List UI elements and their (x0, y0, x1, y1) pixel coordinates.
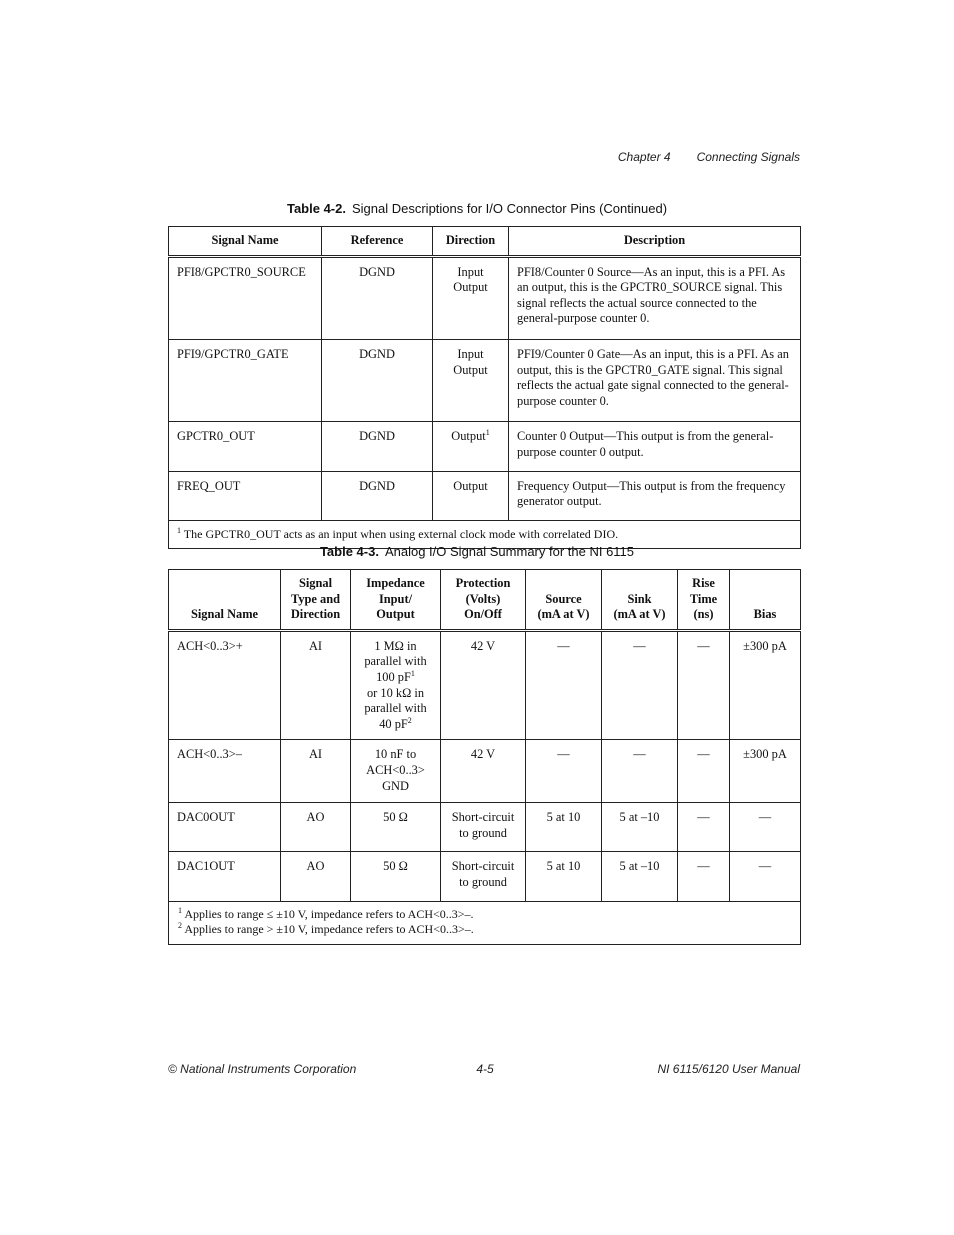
column-header: Reference (322, 227, 433, 257)
source-cell: 5 at 10 (526, 803, 602, 852)
signal-type-cell: AI (281, 740, 351, 803)
bias-cell: ±300 pA (730, 740, 801, 803)
chapter-label: Chapter 4 (617, 150, 671, 164)
column-header-line: On/Off (464, 607, 502, 622)
cell-text: parallel with (364, 701, 427, 716)
impedance-cell (351, 740, 441, 803)
sink-cell: 5 at –10 (602, 803, 678, 852)
sink-cell: 5 at –10 (602, 852, 678, 901)
column-header (730, 570, 801, 631)
direction-cell (433, 339, 509, 421)
direction-cell (433, 422, 509, 471)
rise-time-cell: — (678, 803, 730, 852)
table-4-3-caption (0, 544, 954, 559)
column-header-line: Sink (627, 591, 652, 606)
footer-copyright: © National Instruments Corporation (168, 1062, 357, 1076)
signal-name-cell: PFI9/GPCTR0_GATE (169, 339, 322, 421)
footnote-text: The GPCTR0_OUT acts as an input when using external clock mode with correlated DIO. (183, 526, 619, 541)
sink-cell: — (602, 740, 678, 803)
column-header: Description (509, 227, 801, 257)
running-header (618, 150, 800, 164)
rise-time-cell: — (678, 852, 730, 901)
signal-descriptions-table (168, 226, 801, 549)
impedance-cell (351, 803, 441, 852)
table-title: Analog I/O Signal Summary for the NI 6115 (384, 544, 635, 559)
column-header-line: Signal Name (190, 607, 259, 622)
footnote-text: Applies to range > ±10 V, impedance refers to ACH<0..3>–. (184, 922, 474, 937)
signal-name-cell: ACH<0..3>– (169, 740, 281, 803)
signal-name-cell: ACH<0..3>+ (169, 630, 281, 740)
bias-cell: — (730, 803, 801, 852)
column-header-line: (Volts) (465, 591, 501, 606)
description-cell: Counter 0 Output—This output is from the general-purpose counter 0 output. (509, 422, 801, 471)
cell-text: 50 Ω (383, 859, 408, 874)
cell-line: 42 V (470, 638, 496, 653)
table-row (169, 630, 801, 740)
reference-cell: DGND (322, 256, 433, 339)
cell-text: 50 Ω (383, 810, 408, 825)
cell-line (359, 701, 432, 717)
column-header (678, 570, 730, 631)
column-header: Direction (433, 227, 509, 257)
column-header (169, 570, 281, 631)
column-header-line: Rise (692, 576, 715, 590)
column-header-line: Direction (290, 607, 341, 622)
footnote-line (178, 907, 792, 923)
cell-text: 40 pF (379, 716, 408, 731)
table-4-2-caption (0, 201, 954, 216)
direction-cell (433, 256, 509, 339)
direction-cell (433, 471, 509, 520)
source-cell: 5 at 10 (526, 852, 602, 901)
cell-text: parallel with (364, 654, 427, 669)
source-cell: — (526, 630, 602, 740)
cell-line (359, 686, 432, 702)
column-header-line: (ns) (693, 607, 714, 622)
cell-line (359, 779, 432, 795)
source-cell: — (526, 740, 602, 803)
signal-name-cell: GPCTR0_OUT (169, 422, 322, 471)
cell-line (359, 717, 432, 733)
table-number: Table 4-3. (319, 544, 379, 559)
sink-cell: — (602, 630, 678, 740)
cell-line (359, 763, 432, 779)
column-header-line: Time (689, 591, 718, 606)
cell-line: 42 V (470, 747, 496, 762)
cell-line (359, 654, 432, 670)
signal-type-cell: AO (281, 803, 351, 852)
cell-text: or 10 kΩ in (366, 685, 425, 700)
cell-text: Output (451, 429, 486, 444)
footnote-mark: 1 (178, 905, 182, 915)
footer-page-number: 4-5 (476, 1062, 494, 1076)
footnote-mark: 1 (485, 428, 490, 438)
impedance-cell (351, 630, 441, 740)
cell-line (441, 265, 500, 281)
footnote-text: Applies to range ≤ ±10 V, impedance refers to ACH<0..3>–. (184, 906, 474, 921)
reference-cell: DGND (322, 339, 433, 421)
column-header (441, 570, 526, 631)
cell-line (441, 280, 500, 296)
column-header-line: Signal (298, 576, 333, 590)
table-header-row (169, 570, 801, 631)
cell-text: Output (453, 362, 488, 377)
cell-line (441, 479, 500, 495)
rise-time-cell: — (678, 630, 730, 740)
protection-cell (441, 852, 526, 901)
column-header (351, 570, 441, 631)
cell-line: Short-circuit (451, 810, 515, 825)
reference-cell: DGND (322, 471, 433, 520)
column-header-line: Input/ (378, 591, 413, 606)
table-row (169, 256, 801, 339)
signal-name-cell: FREQ_OUT (169, 471, 322, 520)
column-header (602, 570, 678, 631)
impedance-cell (351, 852, 441, 901)
cell-line (441, 347, 500, 363)
footnote-mark: 2 (178, 921, 182, 931)
cell-text: 100 pF (376, 669, 411, 684)
column-header (526, 570, 602, 631)
protection-cell (441, 803, 526, 852)
cell-text: Output (453, 280, 488, 295)
column-header-line: Impedance (366, 576, 425, 590)
table-row (169, 803, 801, 852)
column-header-line: Type and (290, 591, 340, 606)
table-row (169, 740, 801, 803)
bias-cell: ±300 pA (730, 630, 801, 740)
description-cell: PFI9/Counter 0 Gate—As an input, this is a PFI. As an output, this is the GPCTR0_GATE signal. This signal reflects the actual gate signal connected to the general-purpose counter 0. (509, 339, 801, 421)
cell-text: Output (453, 478, 488, 493)
cell-line (441, 429, 500, 445)
table-footnote-row (169, 901, 801, 944)
signal-type-cell: AI (281, 630, 351, 740)
bias-cell: — (730, 852, 801, 901)
cell-line (359, 670, 432, 686)
column-header-line: Output (376, 607, 415, 622)
footnote-mark: 1 (177, 525, 181, 535)
column-header (281, 570, 351, 631)
table-footnotes (169, 901, 801, 944)
table-row (169, 422, 801, 471)
description-cell: Frequency Output—This output is from the frequency generator output. (509, 471, 801, 520)
cell-text: Input (457, 264, 484, 279)
table-number: Table 4-2. (286, 201, 346, 216)
rise-time-cell: — (678, 740, 730, 803)
protection-cell (441, 630, 526, 740)
footnote-mark: 1 (410, 668, 415, 678)
table-row (169, 339, 801, 421)
cell-line (441, 363, 500, 379)
column-header-line: Protection (455, 576, 511, 590)
table-row (169, 471, 801, 520)
analog-io-summary-table (168, 569, 801, 945)
cell-line: to ground (459, 874, 507, 889)
column-header-line: (mA at V) (613, 607, 666, 622)
cell-line: Short-circuit (451, 859, 515, 874)
cell-text: Input (457, 346, 484, 361)
signal-name-cell: DAC0OUT (169, 803, 281, 852)
cell-text: 10 nF to (374, 747, 417, 762)
footnote-mark: 2 (407, 715, 412, 725)
table-title: Signal Descriptions for I/O Connector Pins (Continued) (351, 201, 668, 216)
signal-name-cell: DAC1OUT (169, 852, 281, 901)
column-header-line: Bias (753, 607, 777, 622)
table-header-row (169, 227, 801, 257)
cell-line (359, 810, 432, 826)
table-row (169, 852, 801, 901)
reference-cell: DGND (322, 422, 433, 471)
column-header-line: (mA at V) (537, 607, 590, 622)
column-header: Signal Name (169, 227, 322, 257)
cell-line (359, 747, 432, 763)
protection-cell (441, 740, 526, 803)
signal-name-cell: PFI8/GPCTR0_SOURCE (169, 256, 322, 339)
cell-line: to ground (459, 825, 507, 840)
cell-text: ACH<0..3> (366, 762, 425, 777)
description-cell: PFI8/Counter 0 Source—As an input, this is a PFI. As an output, this is the GPCTR0_SOURCE signal. This signal reflects the actual source connected to the general-purpose counter 0. (509, 256, 801, 339)
cell-text: 1 MΩ in (374, 638, 417, 653)
cell-line (359, 639, 432, 655)
column-header-line: Source (545, 591, 582, 606)
footer-manual-title: NI 6115/6120 User Manual (657, 1062, 800, 1076)
section-label: Connecting Signals (696, 150, 800, 164)
footnote-line (178, 922, 792, 938)
signal-type-cell: AO (281, 852, 351, 901)
cell-text: GND (382, 778, 409, 793)
cell-line (359, 859, 432, 875)
